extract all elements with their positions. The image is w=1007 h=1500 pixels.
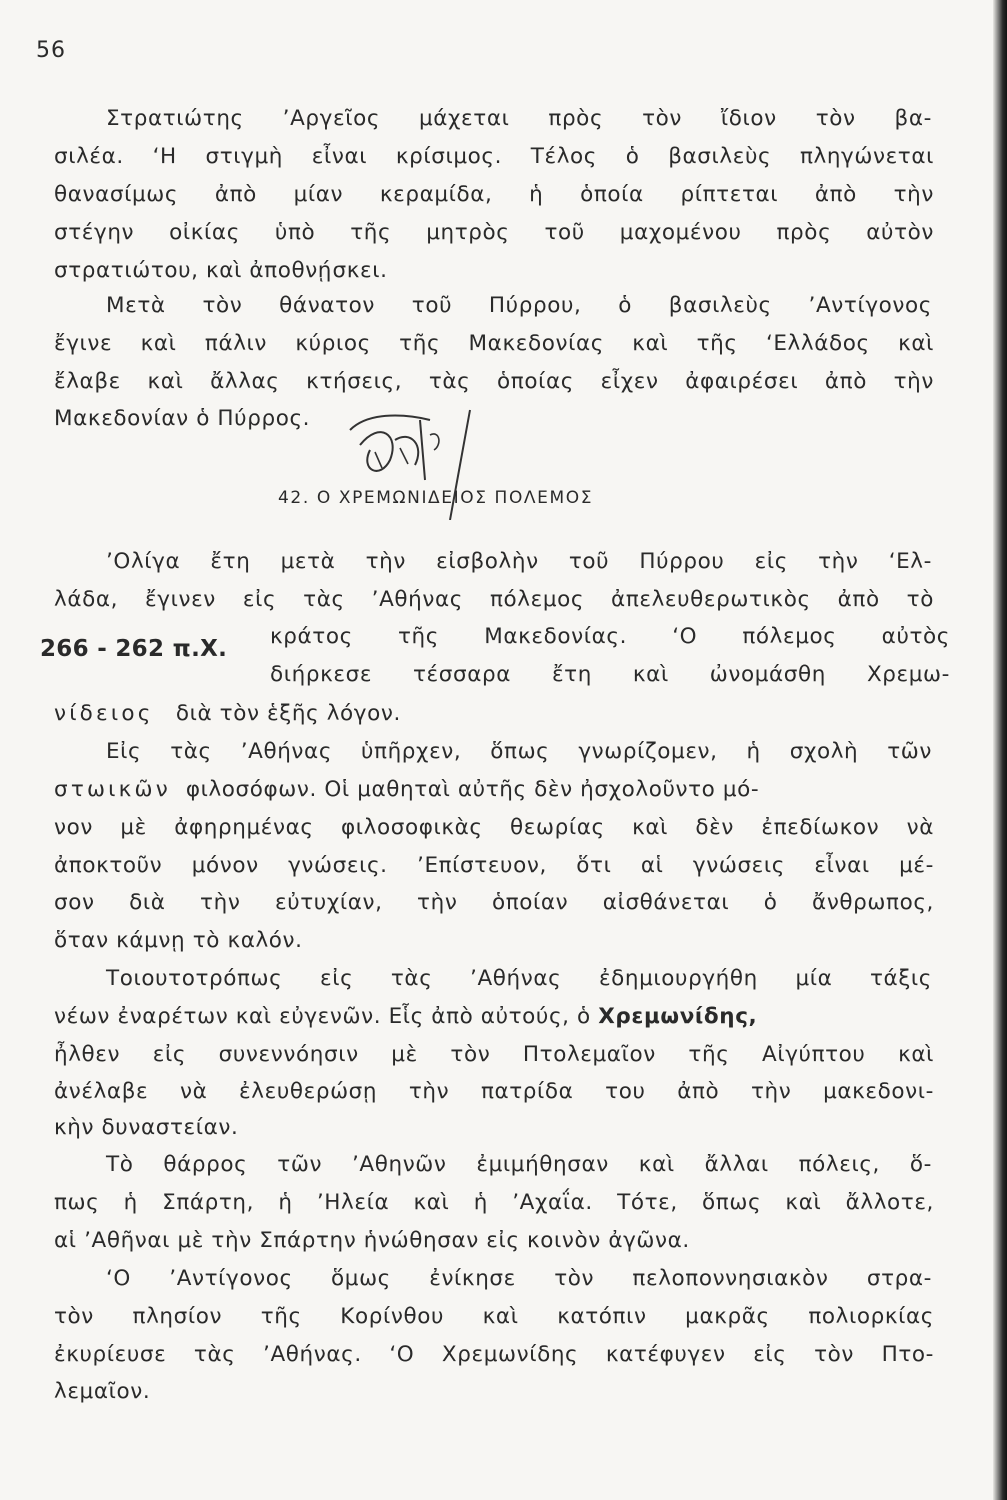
text-line: Στρατιώτης ’Αργεῖος μάχεται πρὸς τὸν ἴδιον τὸν βα-: [106, 106, 932, 131]
spaced-word: στωικῶν: [54, 777, 171, 802]
text-line: σιλέα. ‘Η στιγμὴ εἶναι κρίσιμος. Τέλος ὁ βασιλεὺς πληγώνεται: [54, 144, 934, 169]
text-line: ’Ολίγα ἔτη μετὰ τὴν εἰσβολὴν τοῦ Πύρρου εἰς τὴν ‘Ελ-: [106, 549, 932, 574]
text-line: ‘Ο ’Αντίγονος ὅμως ἐνίκησε τὸν πελοποννησιακὸν στρα-: [106, 1266, 932, 1291]
text-fragment: διὰ τὸν ἑξῆς λόγον.: [175, 701, 401, 726]
text-line: στέγην οἰκίας ὑπὸ τῆς μητρὸς τοῦ μαχομένου πρὸς αὐτὸν: [54, 220, 934, 245]
text-line: νον μὲ ἀφηρημένας φιλοσοφικὰς θεωρίας καὶ δὲν ἐπεδίωκον νὰ: [54, 815, 934, 840]
text-line: κὴν δυναστείαν.: [54, 1115, 239, 1140]
text-line: πως ἡ Σπάρτη, ἡ ’Ηλεία καὶ ἡ ’Αχαΐα. Τότε, ὅπως καὶ ἄλλοτε,: [54, 1190, 934, 1215]
text-line: [54, 1002, 934, 1032]
bold-name: Χρεμωνίδης,: [598, 1004, 758, 1029]
spaced-word: νίδειος: [54, 701, 154, 726]
text-line: Τοιουτοτρόπως εἰς τὰς ’Αθήνας ἐδημιουργήθη μία τάξις: [106, 966, 932, 991]
text-line: ἀνέλαβε νὰ ἐλευθερώσῃ τὴν πατρίδα του ἀπὸ τὴν μακεδονι-: [54, 1079, 934, 1104]
text-line: ἀποκτοῦν μόνον γνώσεις. ’Επίστευον, ὅτι αἱ γνώσεις εἶναι μέ-: [54, 853, 934, 878]
text-line: κράτος τῆς Μακεδονίας. ‘Ο πόλεμος αὐτὸς: [270, 624, 950, 649]
text-line: σον διὰ τὴν εὐτυχίαν, τὴν ὁποίαν αἰσθάνεται ὁ ἄνθρωπος,: [54, 890, 934, 915]
text-line: ἔγινε καὶ πάλιν κύριος τῆς Μακεδονίας καὶ τῆς ‘Ελλάδος καὶ: [54, 331, 934, 356]
text-line: αἱ ’Αθῆναι μὲ τὴν Σπάρτην ἡνώθησαν εἰς κοινὸν ἀγῶνα.: [54, 1228, 690, 1253]
text-line: Εἰς τὰς ’Αθήνας ὑπῆρχεν, ὅπως γνωρίζομεν, ἡ σχολὴ τῶν: [106, 739, 932, 764]
text-line: ἔλαβε καὶ ἄλλας κτήσεις, τὰς ὁποίας εἶχεν ἀφαιρέσει ἀπὸ τὴν: [54, 369, 934, 394]
text-line: ἐκυρίευσε τὰς ’Αθήνας. ‘Ο Χρεμωνίδης κατέφυγεν εἰς τὸν Πτο-: [54, 1342, 934, 1367]
text-line: θανασίμως ἀπὸ μίαν κεραμίδα, ἡ ὁποία ρίπτεται ἀπὸ τὴν: [54, 182, 934, 207]
text-line: [54, 775, 934, 805]
section-heading: 42. Ο ΧΡΕΜΩΝΙΔΕΙΟΣ ΠΟΛΕΜΟΣ: [278, 488, 594, 508]
text-line: Μακεδονίαν ὁ Πύρρος.: [54, 406, 311, 431]
text-line: ὅταν κάμνῃ τὸ καλόν.: [54, 928, 303, 953]
text-line: Τὸ θάρρος τῶν ’Αθηνῶν ἐμιμήθησαν καὶ ἄλλαι πόλεις, ὅ-: [106, 1152, 932, 1177]
page-edge-shadow: [993, 0, 1007, 1500]
page-number: 56: [36, 38, 66, 63]
text-line: ἦλθεν εἰς συνεννόησιν μὲ τὸν Πτολεμαῖον τῆς Αἰγύπτου καὶ: [54, 1042, 934, 1067]
text-line: [54, 699, 934, 729]
margin-date: 266 - 262 π.Χ.: [40, 636, 228, 662]
text-line: τὸν πλησίον τῆς Κορίνθου καὶ κατόπιν μακρᾶς πολιορκίας: [54, 1304, 934, 1329]
text-line: Μετὰ τὸν θάνατον τοῦ Πύρρου, ὁ βασιλεὺς ’Αντίγονος: [106, 293, 932, 318]
text-line: λάδα, ἔγινεν εἰς τὰς ’Αθήνας πόλεμος ἀπελευθερωτικὸς ἀπὸ τὸ: [54, 587, 934, 612]
text-fragment: φιλοσόφων. Οἱ μαθηταὶ αὐτῆς δὲν ἠσχολοῦντο μό-: [185, 777, 760, 802]
text-fragment: νέων ἐναρέτων καὶ εὐγενῶν. Εἷς ἀπὸ αὐτούς, ὁ: [54, 1004, 599, 1029]
text-line: λεμαῖον.: [54, 1379, 151, 1404]
text-line: στρατιώτου, καὶ ἀποθνῄσκει.: [54, 258, 388, 283]
text-line: διήρκεσε τέσσαρα ἔτη καὶ ὠνομάσθη Χρεμω-: [270, 662, 950, 687]
